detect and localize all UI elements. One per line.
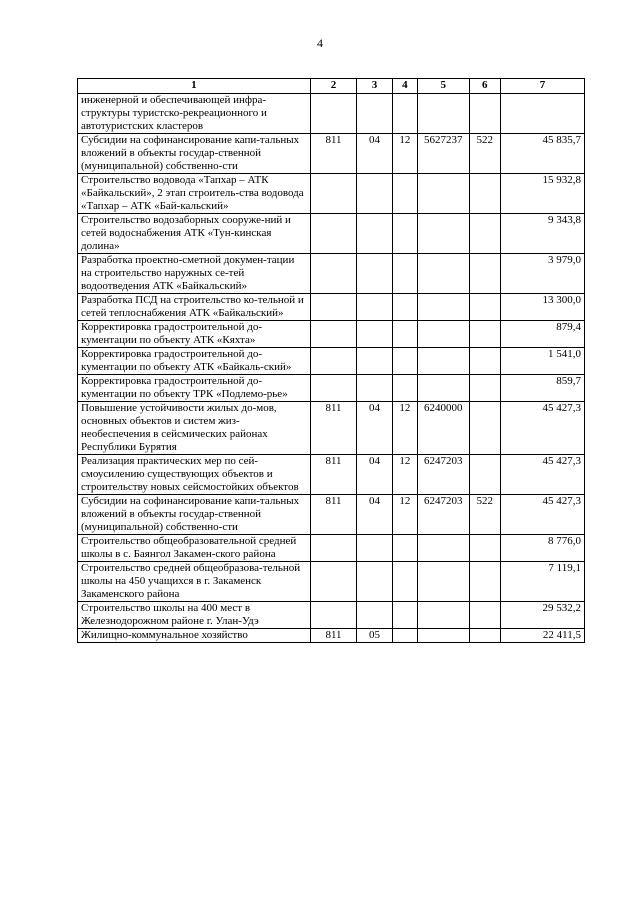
code-cell: 811 <box>310 495 357 535</box>
code-cell <box>310 535 357 562</box>
amount-cell: 29 532,2 <box>500 602 584 629</box>
target-item-cell <box>418 348 470 375</box>
table-row <box>78 214 585 254</box>
section-cell <box>357 321 392 348</box>
expense-type-cell: 522 <box>469 495 500 535</box>
subsection-cell <box>392 214 417 254</box>
section-cell <box>357 94 392 134</box>
expense-type-cell <box>469 348 500 375</box>
section-cell <box>357 375 392 402</box>
code-cell <box>310 348 357 375</box>
code-cell: 811 <box>310 134 357 174</box>
row-name-cell: Строительство школы на 400 мест в Железнодорожном районе г. Улан-Удэ <box>78 602 311 629</box>
table-row <box>78 375 585 402</box>
amount-cell: 879,4 <box>500 321 584 348</box>
table-row <box>78 629 585 643</box>
table-row <box>78 402 585 455</box>
expense-type-cell <box>469 562 500 602</box>
amount-cell: 9 343,8 <box>500 214 584 254</box>
row-name-cell: Корректировка градостроительной до-кументации по объекту ТРК «Подлемо-рье» <box>78 375 311 402</box>
target-item-cell: 5627237 <box>418 134 470 174</box>
header-cell: 1 <box>78 79 311 94</box>
section-cell <box>357 294 392 321</box>
subsection-cell <box>392 629 417 643</box>
amount-cell: 859,7 <box>500 375 584 402</box>
page-number: 4 <box>317 36 323 50</box>
amount-cell: 45 427,3 <box>500 455 584 495</box>
table-row <box>78 254 585 294</box>
section-cell <box>357 348 392 375</box>
subsection-cell: 12 <box>392 134 417 174</box>
table-body <box>78 94 585 643</box>
amount-cell: 22 411,5 <box>500 629 584 643</box>
row-name-cell: Строительство водовода «Тапхар – АТК «Байкальский», 2 этап строитель-ства водовода «Тапхар – АТК «Бай-кальский» <box>78 174 311 214</box>
table-row <box>78 562 585 602</box>
target-item-cell: 6240000 <box>418 402 470 455</box>
code-cell <box>310 254 357 294</box>
expense-type-cell <box>469 174 500 214</box>
row-name-cell: Разработка проектно-сметной докумен-тации на строительство наружных се-тей водоотведения АТК «Байкальский» <box>78 254 311 294</box>
subsection-cell: 12 <box>392 495 417 535</box>
amount-cell: 13 300,0 <box>500 294 584 321</box>
header-cell: 3 <box>357 79 392 94</box>
target-item-cell: 6247203 <box>418 455 470 495</box>
row-name-cell: Строительство средней общеобразова-тельной школы на 450 учащихся в г. Закаменск Закаменского района <box>78 562 311 602</box>
table-row <box>78 134 585 174</box>
target-item-cell <box>418 174 470 214</box>
expense-type-cell <box>469 375 500 402</box>
expense-type-cell: 522 <box>469 134 500 174</box>
subsection-cell: 12 <box>392 402 417 455</box>
code-cell <box>310 174 357 214</box>
expense-type-cell <box>469 294 500 321</box>
section-cell <box>357 602 392 629</box>
expense-type-cell <box>469 94 500 134</box>
table-row <box>78 321 585 348</box>
expense-type-cell <box>469 602 500 629</box>
subsection-cell <box>392 94 417 134</box>
expense-type-cell <box>469 321 500 348</box>
header-cell: 4 <box>392 79 417 94</box>
table-row <box>78 174 585 214</box>
code-cell: 811 <box>310 629 357 643</box>
amount-cell: 7 119,1 <box>500 562 584 602</box>
code-cell <box>310 214 357 254</box>
code-cell <box>310 562 357 602</box>
section-cell <box>357 562 392 602</box>
subsection-cell <box>392 348 417 375</box>
table-row <box>78 94 585 134</box>
section-cell <box>357 174 392 214</box>
table-row <box>78 602 585 629</box>
expense-type-cell <box>469 214 500 254</box>
subsection-cell <box>392 562 417 602</box>
row-name-cell: Субсидии на софинансирование капи-тальных вложений в объекты государ-ственной (муниципальной) собственно-сти <box>78 134 311 174</box>
target-item-cell <box>418 294 470 321</box>
header-cell: 6 <box>469 79 500 94</box>
target-item-cell <box>418 562 470 602</box>
section-cell: 04 <box>357 455 392 495</box>
row-name-cell: Корректировка градостроительной до-кументации по объекту АТК «Байкаль-ский» <box>78 348 311 375</box>
row-name-cell: Жилищно-коммунальное хозяйство <box>78 629 311 643</box>
expense-type-cell <box>469 402 500 455</box>
amount-cell: 15 932,8 <box>500 174 584 214</box>
section-cell <box>357 254 392 294</box>
amount-cell: 45 427,3 <box>500 495 584 535</box>
expense-type-cell <box>469 535 500 562</box>
amount-cell: 45 835,7 <box>500 134 584 174</box>
row-name-cell: Разработка ПСД на строительство ко-тельной и сетей теплоснабжения АТК «Байкальский» <box>78 294 311 321</box>
target-item-cell <box>418 375 470 402</box>
budget-table <box>77 78 585 643</box>
section-cell: 04 <box>357 402 392 455</box>
amount-cell: 1 541,0 <box>500 348 584 375</box>
expense-type-cell <box>469 254 500 294</box>
target-item-cell <box>418 214 470 254</box>
table-row <box>78 348 585 375</box>
target-item-cell <box>418 602 470 629</box>
subsection-cell <box>392 535 417 562</box>
amount-cell <box>500 94 584 134</box>
code-cell <box>310 94 357 134</box>
header-cell: 5 <box>418 79 470 94</box>
row-name-cell: Субсидии на софинансирование капи-тальных вложений в объекты государ-ственной (муниципальной) собственно-сти <box>78 495 311 535</box>
code-cell <box>310 375 357 402</box>
subsection-cell <box>392 321 417 348</box>
target-item-cell <box>418 254 470 294</box>
section-cell: 04 <box>357 134 392 174</box>
subsection-cell <box>392 174 417 214</box>
row-name-cell: Строительство общеобразовательной средней школы в с. Баянгол Закамен-ского района <box>78 535 311 562</box>
table-row <box>78 455 585 495</box>
section-cell <box>357 214 392 254</box>
table-row <box>78 535 585 562</box>
header-cell: 7 <box>500 79 584 94</box>
target-item-cell <box>418 535 470 562</box>
target-item-cell <box>418 94 470 134</box>
expense-type-cell <box>469 629 500 643</box>
row-name-cell: Строительство водозаборных сооруже-ний и сетей водоснабжения АТК «Тун-кинская долина» <box>78 214 311 254</box>
section-cell <box>357 535 392 562</box>
row-name-cell: Реализация практических мер по сей-смоусилению существующих объектов и строительству новых сейсмостойких объектов <box>78 455 311 495</box>
amount-cell: 45 427,3 <box>500 402 584 455</box>
target-item-cell: 6247203 <box>418 495 470 535</box>
section-cell: 04 <box>357 495 392 535</box>
target-item-cell <box>418 321 470 348</box>
subsection-cell <box>392 602 417 629</box>
subsection-cell <box>392 375 417 402</box>
code-cell: 811 <box>310 455 357 495</box>
target-item-cell <box>418 629 470 643</box>
subsection-cell <box>392 254 417 294</box>
amount-cell: 3 979,0 <box>500 254 584 294</box>
subsection-cell <box>392 294 417 321</box>
code-cell <box>310 321 357 348</box>
amount-cell: 8 776,0 <box>500 535 584 562</box>
header-cell: 2 <box>310 79 357 94</box>
code-cell: 811 <box>310 402 357 455</box>
table-row <box>78 294 585 321</box>
row-name-cell: инженерной и обеспечивающей инфра-структуры туристско-рекреационного и автотуристских кластеров <box>78 94 311 134</box>
row-name-cell: Повышение устойчивости жилых до-мов, основных объектов и систем жиз-необеспечения в сейсмических районах Республики Бурятия <box>78 402 311 455</box>
expense-type-cell <box>469 455 500 495</box>
header-row <box>78 79 585 94</box>
section-cell: 05 <box>357 629 392 643</box>
code-cell <box>310 602 357 629</box>
subsection-cell: 12 <box>392 455 417 495</box>
code-cell <box>310 294 357 321</box>
row-name-cell: Корректировка градостроительной до-кументации по объекту АТК «Кяхта» <box>78 321 311 348</box>
table-row <box>78 495 585 535</box>
